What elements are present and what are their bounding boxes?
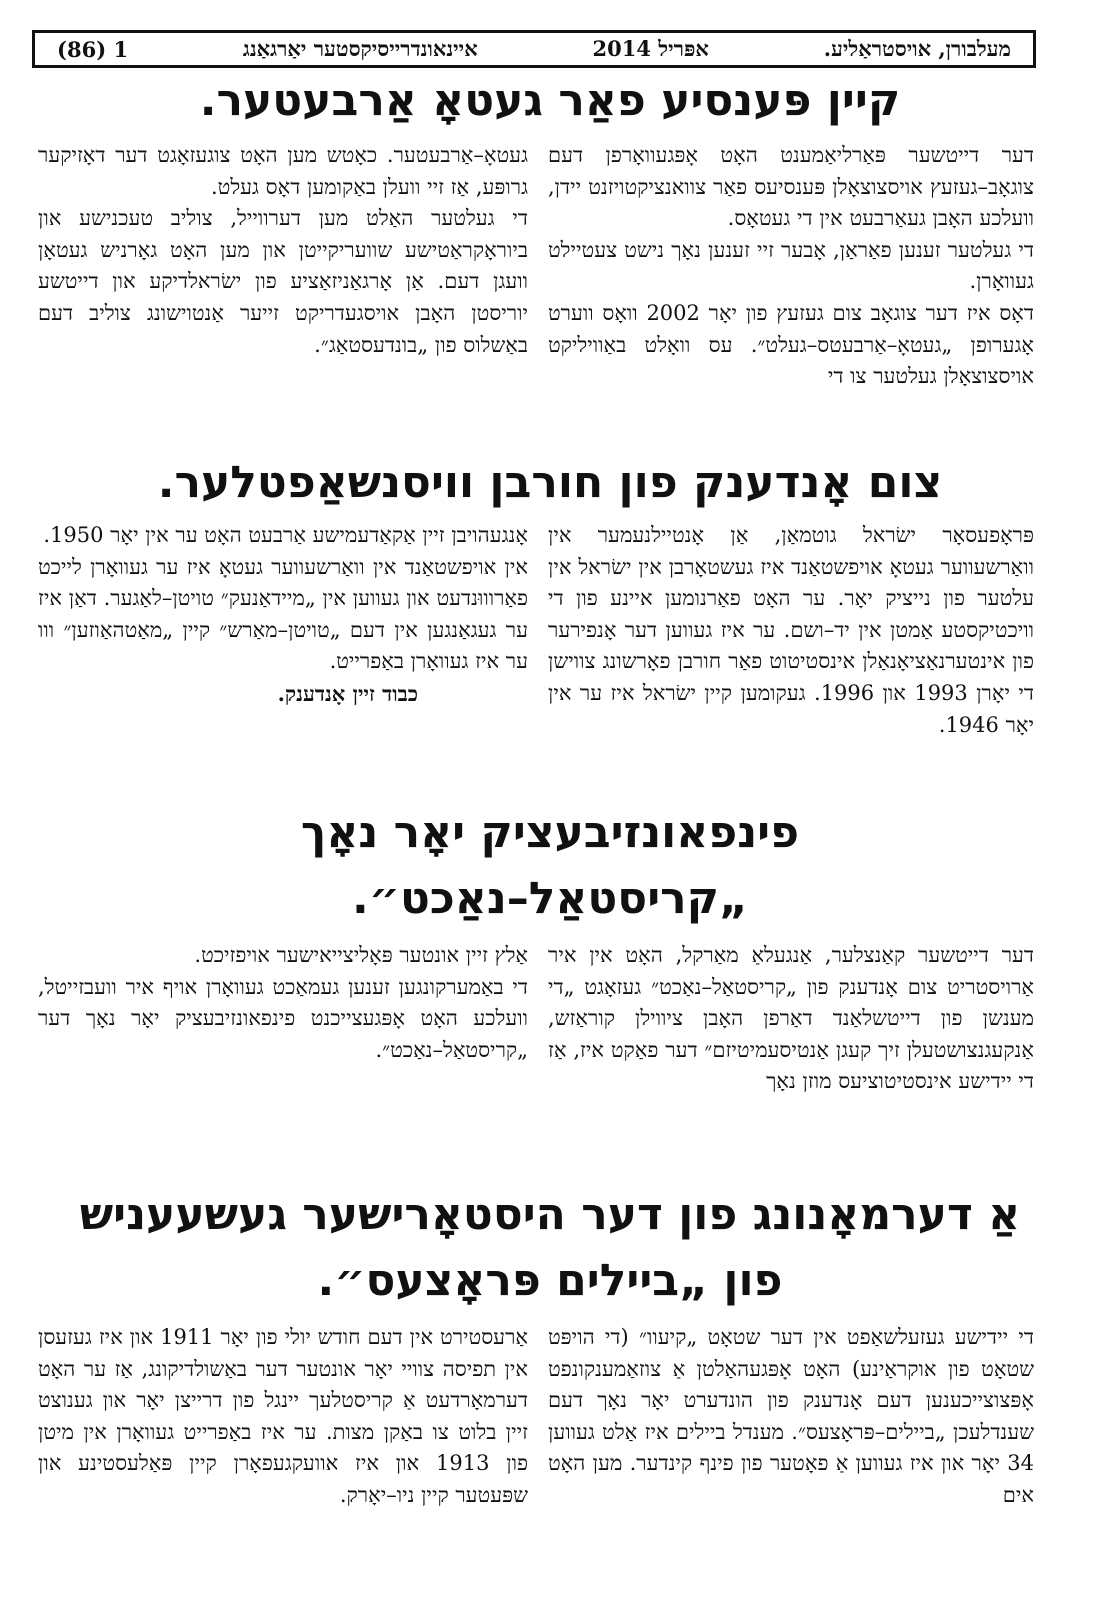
article-2-right-column: [548, 520, 1034, 741]
headline-holocaust-scholar: צום אָנדענק פון חורבן וויסנשאַפטלער.: [157, 457, 943, 508]
article-4-right-column: [548, 1322, 1034, 1512]
paragraph: די יידישע געזעלשאַפט אין דער שטאָט „קיעוו״ (די הויפּט שטאָט פון אוקראַינע) האָט אָפּגעהאַלטן אַ צוזאַמענקונפט אָפּצוצייכענען דעם אָנדענק פון הונדערט יאָר נאָך דעם שענדלעכן „ביילים–פּראָצעס״. מענדל ביילים איז אַלט געווען 34 יאָר און איז געווען אַ פאָטער פון פינף קינדער. מען האָט אים: [548, 1325, 1034, 1507]
paragraph: אַרעסטירט אין דעם חודש יולי פון יאָר 1911 און איז געזעסן אין תפיסה צוויי יאָר אונטער דער באַשולדיקונג, אַז ער האָט דערמאָרדעט אַ קריסטלעך יינגל פון דרייצן יאָר און גענוצט זיין בלוט צו באַקן מצות. ער איז באַפרייט געוואָרן אין מיטן פון 1913 און איז אוועקגעפאָרן קיין פּאַלעסטינע און שפּעטער קיין ניו–יאָרק.: [38, 1325, 529, 1507]
article-1-right-column: [548, 140, 1034, 393]
paragraph: דאָס איז דער צוגאָב צום געזעץ פון יאָר 2002 וואָס ווערט אָגערופן „געטאָ–אַרבעטס–געלט״. עס וואָלט באַוויליקט אויסצוצאָלן געלטער צו די: [548, 300, 1034, 389]
article-3-right-column: [548, 940, 1034, 1098]
article-1-left-column: [38, 140, 528, 361]
paragraph: אָנגעהויבן זיין אַקאַדעמישע אַרבעט האָט ער אין יאָר 1950.: [43, 523, 528, 547]
masthead-date: אפּריל 2014: [592, 36, 709, 61]
paragraph: דער דייטשער קאַנצלער, אַנגעלאַ מאַרקל, האָט אין איר אַרויסטריט צום אָנדענק פון „קריסטאַל–נאַכט״ געזאָגט „די מענשן פון דייטשלאַנד דאַרפן האָבן ציווילן קוראַזש, אַנקעגנצושטעלן זיך קעגן אַנטיסעמיטיזם״ דער פאַקט איז, אַז די יידישע אינסטיטוציעס מוזן נאָך: [548, 943, 1034, 1094]
paragraph: די באַמערקונגען זענען געמאַכט געוואָרן אויף איר וועבזייטל, וועלכע האָט אָפּגעצייכנט פינפאונזיבעציק יאָר נאָך דער „קריסטאַל–נאַכט״.: [38, 974, 528, 1062]
article-3-left-column: [38, 940, 528, 1066]
paragraph: די געלטער האַלט מען דערווייל, צוליב טעכנישע און ביוראָקראַטישע שוועריקייטן און מען האָט גאָרניש געטאָן וועגן דעם. אַן אָרגאַניזאַציע פון ישׂראלדיקע און דייטשע יוריסטן האָבן אויסגעדריקט זייער אַנטוישונג צוליב דעם באַשלוס פון „בונדעסטאַג״.: [38, 206, 528, 357]
paragraph: אין אויפשטאַנד אין וואַרשעווער געטאָ איז ער געוואָרן לייכט פאַרוווּנדעט און געווען אין „מיידאַנעק״ טויטן–לאַגער. דאַן איז ער געגאַנגען אין דעם „טויטן–מאַרש״ קיין „מאַטהאַוזען״ ווו ער איז געוואָרן באַפרייט.: [38, 554, 528, 674]
paragraph: די געלטער זענען פאַראַן, אָבער זיי זענען נאָך נישט צעטיילט געוואָרן.: [548, 237, 1034, 294]
signoff: כבוד זיין אָנדענק.: [277, 680, 418, 706]
masthead: [32, 30, 1036, 68]
paragraph: געטאָ–אַרבעטער. כאָטש מען האָט צוגעזאָגט דער דאָזיקער גרופּע, אַז זיי וועלן באַקומען דאָס געלט.: [38, 143, 528, 199]
paragraph: אַלץ זיין אונטער פּאָליצייאישער אויפזיכט.: [194, 943, 528, 967]
masthead-issue: 1 (86): [57, 36, 129, 62]
paragraph: דער דייטשער פּאַרליאַמענט האָט אָפּגעוואָרפן דעם צוגאָב–געזעץ אויסצוצאָלן פּענסיעס פאַר צוואנציקטויזנט יידן, וועלכע האָבן געאַרבעט אין די געטאָס.: [548, 143, 1034, 231]
headline-beilis-trial: אַ דערמאָנונג פון דער היסטאָרישער געשעעניש פון „ביילים פּראָצעס״.: [79, 1189, 1021, 1306]
masthead-publisher: איינאונדרייסיקסטער יאַרגאַנג: [242, 36, 478, 61]
paragraph: פּראָפעסאָר ישׂראל גוטמאַן, אַן אָנטיילנעמער אין וואַרשעווער געטאָ אויפשטאַנד איז געשטאָרבן אין ישׂראל אין עלטער פון נייציק יאָר. ער האָט פאַרנומען איינע פון די וויכטיקסטע אַמטן אין יד–ושם. ער איז געווען דער אָנפירער פון אינטערנאַציאָנאַלן אינסטיטוט פאַר חורבן פאָרשונג צווישן די יאָרן 1993 און 1996. געקומען קיין ישׂראל איז ער אין יאָר 1946.: [548, 523, 1035, 737]
masthead-place: מעלבורן, אויסטראַליע.: [823, 36, 1011, 61]
article-4-left-column: [38, 1322, 528, 1512]
headline-kristallnacht: פינפאונזיבעציק יאָר נאָך „קריסטאַל–נאַכט״.: [300, 807, 800, 924]
article-2-left-column: [38, 520, 528, 710]
headline-ghetto-workers: קיין פּענסיע פאַר געטאָ אַרבעטער.: [199, 75, 901, 126]
